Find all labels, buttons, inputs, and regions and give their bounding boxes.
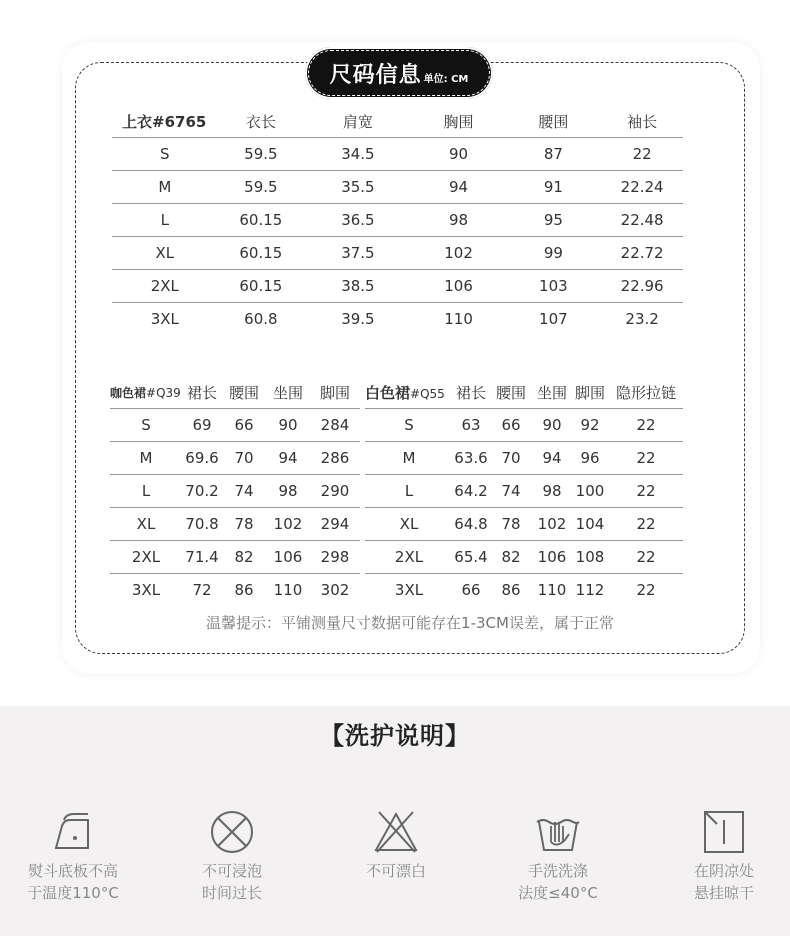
white-header-hem: 脚围 [571,376,609,409]
value-cell: 70 [222,442,266,475]
value-cell: 22 [609,508,683,541]
value-cell: 22 [609,475,683,508]
table-row [110,508,360,541]
white-header-hip: 坐围 [533,376,571,409]
value-cell: 90 [266,409,310,442]
size-cell: S [110,409,182,442]
size-cell: L [365,475,453,508]
value-cell: 98 [412,204,506,237]
size-cell: S [365,409,453,442]
top-header-product: 上衣#6765 [112,106,218,138]
value-cell: 66 [461,581,481,599]
care-item-hand-wash [493,808,623,904]
value-cell: 102 [412,237,506,270]
value-cell: 72 [192,581,212,599]
value-cell: 110 [273,581,303,599]
size-cell: M [112,171,218,204]
size-cell: 3XL [131,581,161,599]
size-cell: M [110,442,182,475]
value-cell: 82 [489,541,533,574]
value-cell: 298 [310,541,360,574]
table-row [110,574,360,607]
value-cell: 60.15 [218,237,305,270]
iron-icon [48,808,98,854]
value-cell: 302 [320,581,350,599]
value-cell: 99 [505,237,601,270]
value-cell: 22 [609,541,683,574]
top-size-table [112,106,683,335]
care-label-line: 时间过长 [201,884,262,902]
value-cell: 87 [505,138,601,171]
size-cell: XL [365,508,453,541]
coffee-header-hem: 脚围 [310,376,360,409]
value-cell: 65.4 [453,541,489,574]
value-cell: 112 [575,581,605,599]
value-cell: 22.48 [601,204,683,237]
coffee-header-hip: 坐围 [266,376,310,409]
value-cell: 106 [533,541,571,574]
value-cell: 98 [533,475,571,508]
table-row [110,541,360,574]
table-row [110,409,360,442]
size-cell: M [365,442,453,475]
coffee-skirt-label-name: 咖色裙 [110,386,147,400]
white-skirt-label-name: 白色裙 [365,383,411,402]
value-cell: 63 [453,409,489,442]
size-cell: XL [112,237,218,270]
table-row [365,574,683,607]
care-label-line: 法度≤40°C [518,884,598,902]
care-label-line: 不可浸泡 [201,862,262,880]
white-header-length: 裙长 [453,376,489,409]
value-cell: 78 [222,508,266,541]
title-badge-dashed-outline [308,50,490,96]
value-cell: 102 [266,508,310,541]
value-cell: 22 [609,409,683,442]
value-cell: 36.5 [304,204,412,237]
care-item-no-bleach [331,808,461,882]
care-title: 【洗护说明】 [320,722,470,750]
value-cell: 22.24 [601,171,683,204]
care-label-line: 悬挂晾干 [693,884,754,902]
value-cell: 106 [412,270,506,303]
value-cell: 23.2 [625,310,659,328]
table-row [110,442,360,475]
size-info-title-badge [305,47,493,99]
value-cell: 69.6 [182,442,222,475]
size-cell: 3XL [150,310,179,328]
value-cell: 22 [609,442,683,475]
value-cell: 90 [533,409,571,442]
care-label-line: 手洗洗涤 [527,862,588,880]
table-row [365,541,683,574]
value-cell: 107 [539,310,568,328]
value-cell: 100 [571,475,609,508]
value-cell: 64.2 [453,475,489,508]
care-item-iron [8,808,138,904]
value-cell: 66 [489,409,533,442]
value-cell: 38.5 [304,270,412,303]
value-cell: 22.96 [601,270,683,303]
value-cell: 70.2 [182,475,222,508]
table-row [365,409,683,442]
coffee-header-waist: 腰围 [222,376,266,409]
value-cell: 71.4 [182,541,222,574]
coffee-header-length: 裙长 [182,376,222,409]
table-row [112,171,683,204]
size-info-title: 尺码信息 [329,62,422,88]
white-skirt-header [365,376,683,409]
care-label-line: 不可漂白 [365,862,426,880]
value-cell: 34.5 [304,138,412,171]
value-cell: 64.8 [453,508,489,541]
value-cell: 60.15 [218,204,305,237]
value-cell: 66 [222,409,266,442]
coffee-skirt-size-table [110,376,360,606]
value-cell: 106 [266,541,310,574]
coffee-skirt-label [110,376,182,409]
top-header-length: 衣长 [218,106,305,138]
value-cell: 74 [489,475,533,508]
size-cell: 2XL [112,270,218,303]
size-cell: L [112,204,218,237]
coffee-skirt-label-code: #Q39 [146,386,181,400]
care-label-line: 在阴凉处 [693,862,754,880]
value-cell: 110 [537,581,567,599]
white-skirt-label-code: #Q55 [410,386,445,401]
do-not-soak-icon [207,808,257,854]
value-cell: 86 [501,581,521,599]
care-label-line: 于温度110°C [27,884,119,902]
table-row [365,508,683,541]
care-item-no-soak [167,808,297,904]
value-cell: 94 [412,171,506,204]
size-cell: L [110,475,182,508]
value-cell: 70 [489,442,533,475]
value-cell: 22 [601,138,683,171]
value-cell: 35.5 [304,171,412,204]
value-cell: 286 [310,442,360,475]
value-cell: 95 [505,204,601,237]
value-cell: 104 [571,508,609,541]
value-cell: 82 [222,541,266,574]
size-unit: 单位: CM [423,73,469,85]
coffee-skirt-header [110,376,360,409]
measurement-tip: 温馨提示：平铺测量尺寸数据可能存在1-3CM误差，属于正常 [206,614,614,632]
value-cell: 69 [182,409,222,442]
value-cell: 102 [533,508,571,541]
value-cell: 92 [571,409,609,442]
size-cell: 3XL [394,581,424,599]
value-cell: 294 [310,508,360,541]
table-row [112,270,683,303]
table-row [110,475,360,508]
value-cell: 78 [489,508,533,541]
value-cell: 94 [266,442,310,475]
size-cell: 2XL [365,541,453,574]
care-label-line: 熨斗底板不高 [27,862,118,880]
value-cell: 22 [636,581,656,599]
top-header-shoulder: 肩宽 [304,106,412,138]
value-cell: 94 [533,442,571,475]
white-header-zipper: 隐形拉链 [609,376,683,409]
table-row [112,138,683,171]
table-row [112,303,683,336]
value-cell: 60.8 [244,310,278,328]
value-cell: 108 [571,541,609,574]
table-row [112,237,683,270]
value-cell: 37.5 [304,237,412,270]
value-cell: 290 [310,475,360,508]
value-cell: 284 [310,409,360,442]
value-cell: 74 [222,475,266,508]
value-cell: 63.6 [453,442,489,475]
value-cell: 39.5 [341,310,375,328]
do-not-bleach-icon [371,808,421,854]
value-cell: 59.5 [218,171,305,204]
white-header-waist: 腰围 [489,376,533,409]
top-header-sleeve: 袖长 [601,106,683,138]
size-cell: XL [110,508,182,541]
value-cell: 98 [266,475,310,508]
value-cell: 70.8 [182,508,222,541]
top-header-waist: 腰围 [505,106,601,138]
top-header-chest: 胸围 [412,106,506,138]
table-row [112,204,683,237]
size-cell: 2XL [110,541,182,574]
value-cell: 22.72 [601,237,683,270]
hand-wash-icon [533,808,583,854]
table-row [365,442,683,475]
white-skirt-label [365,376,453,409]
value-cell: 86 [234,581,254,599]
value-cell: 96 [571,442,609,475]
shade-dry-icon [699,808,749,854]
value-cell: 59.5 [218,138,305,171]
care-item-shade-dry [659,808,789,904]
white-skirt-size-table [365,376,683,606]
value-cell: 90 [412,138,506,171]
top-table-header [112,106,683,138]
value-cell: 91 [505,171,601,204]
size-cell: S [112,138,218,171]
table-row [365,475,683,508]
value-cell: 103 [505,270,601,303]
value-cell: 60.15 [218,270,305,303]
value-cell: 110 [444,310,473,328]
